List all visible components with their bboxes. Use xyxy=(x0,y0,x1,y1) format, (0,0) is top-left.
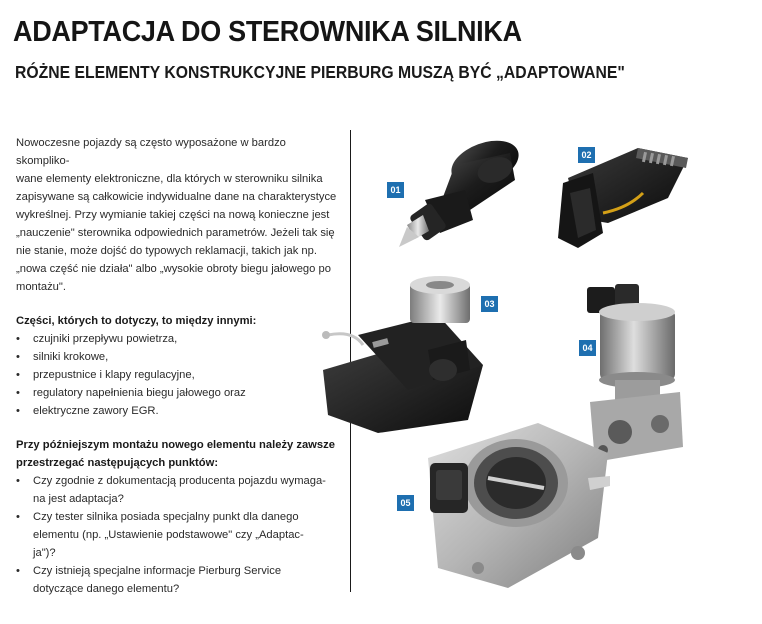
air-flow-sensor-image xyxy=(548,138,698,263)
intro-line: montażu". xyxy=(16,281,66,293)
text-column xyxy=(16,134,341,598)
parts-list xyxy=(16,330,341,420)
intro-line: Nowoczesne pojazdy są często wyposażone w bardzo skompliko- xyxy=(16,137,286,167)
intro-line: „nauczenie" sterownika odpowiednich parametrów. Jeżeli tak się xyxy=(16,227,335,239)
points-heading xyxy=(16,436,341,472)
list-item: • regulatory napełnienia biegu jałowego oraz xyxy=(16,384,341,402)
list-item: • czujniki przepływu powietrza, xyxy=(16,330,341,348)
point-line: dotyczące danego elementu? xyxy=(33,583,180,595)
points-heading-line: przestrzegać następujących punktów: xyxy=(16,457,219,469)
intro-line: wane elementy elektroniczne, dla których w sterowniku silnika xyxy=(16,173,323,185)
badge-04: 04 xyxy=(579,340,596,356)
throttle-actuator-image xyxy=(318,275,488,435)
badge-01: 01 xyxy=(387,182,404,198)
list-item xyxy=(16,562,341,598)
intro-line: zapisywane są całkowicie indywidualne dane na charakterystyce xyxy=(16,191,337,203)
badge-02: 02 xyxy=(578,147,595,163)
point-line: elementu (np. „Ustawienie podstawowe" czy „Adaptac- xyxy=(33,529,304,541)
page-subtitle: RÓŻNE ELEMENTY KONSTRUKCYJNE PIERBURG MUSZĄ BYĆ „ADAPTOWANE" xyxy=(15,62,625,82)
points-list xyxy=(16,472,341,598)
intro-paragraph xyxy=(16,134,341,296)
list-item: • elektryczne zawory EGR. xyxy=(16,402,341,420)
throttle-body-image xyxy=(418,418,618,596)
point-line: Czy tester silnika posiada specjalny punkt dla danego xyxy=(33,511,299,523)
idle-air-valve-image xyxy=(385,135,530,255)
page-title: ADAPTACJA DO STEROWNIKA SILNIKA xyxy=(13,16,522,48)
badge-03: 03 xyxy=(481,296,498,312)
badge-05: 05 xyxy=(397,495,414,511)
point-line: ja")? xyxy=(33,547,56,559)
intro-line: wykreślnej. Przy wymianie takiej części na nową konieczne jest xyxy=(16,209,330,221)
list-item xyxy=(16,508,341,562)
point-line: na jest adaptacja? xyxy=(33,493,124,505)
list-item: • silniki krokowe, xyxy=(16,348,341,366)
intro-line: „nowa część nie działa" albo „wysokie obroty biegu jałowego po xyxy=(16,263,331,275)
parts-heading: Części, których to dotyczy, to między innymi: xyxy=(16,315,257,327)
list-item: • przepustnice i klapy regulacyjne, xyxy=(16,366,341,384)
point-line: Czy istnieją specjalne informacje Pierburg Service xyxy=(33,565,282,577)
list-item xyxy=(16,472,341,508)
point-line: Czy zgodnie z dokumentacją producenta pojazdu wymaga- xyxy=(33,475,326,487)
intro-line: nie stanie, może dojść do typowych reklamacji, takich jak np. xyxy=(16,245,317,257)
points-heading-line: Przy późniejszym montażu nowego elementu należy zawsze xyxy=(16,439,335,451)
